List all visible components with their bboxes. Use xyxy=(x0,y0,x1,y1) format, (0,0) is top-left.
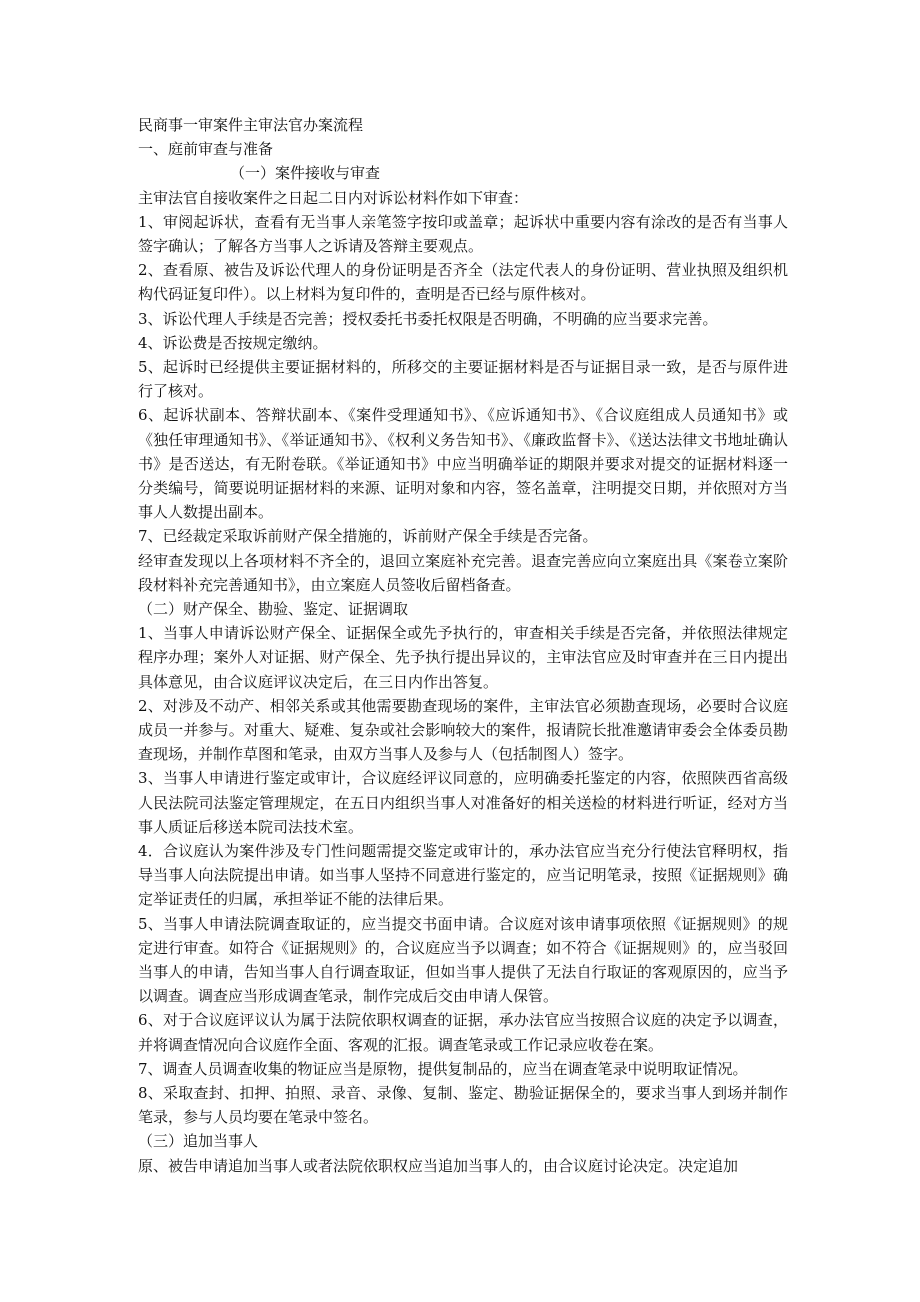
paragraph: 7、已经裁定采取诉前财产保全措施的，诉前财产保全手续是否完备。 xyxy=(138,527,598,546)
subsection-heading: （二）财产保全、勘验、鉴定、证据调取 xyxy=(138,600,409,619)
paragraph: 3、当事人申请进行鉴定或审计，合议庭经评议同意的，应明确委托鉴定的内容，依照陕西省高级人民法院司法鉴定管理规定，在五日内组织当事人对准备好的相关送检的材料进行听证，经对方当事人质证后移送本院司法技术室。 xyxy=(138,769,788,836)
paragraph: 3、诉讼代理人手续是否完善；授权委托书委托权限是否明确，不明确的应当要求完善。 xyxy=(138,309,718,328)
paragraph: 4．合议庭认为案件涉及专门性问题需提交鉴定或审计的，承办法官应当充分行使法官释明权，指导当事人向法院提出申请。如当事人坚持不同意进行鉴定的，应当记明笔录，按照《证据规则》确定举证责任的归属，承担举证不能的法律后果。 xyxy=(138,842,788,909)
paragraph: 2、查看原、被告及诉讼代理人的身份证明是否齐全（法定代表人的身份证明、营业执照及组织机构代码证复印件）。以上材料为复印件的，查明是否已经与原件核对。 xyxy=(138,261,788,304)
document-page xyxy=(138,113,788,1178)
section-heading: 一、庭前审查与准备 xyxy=(138,140,274,159)
document-title: 民商事一审案件主审法官办案流程 xyxy=(138,116,364,134)
paragraph: 6、起诉状副本、答辩状副本、《案件受理通知书》、《应诉通知书》、《合议庭组成人员通知书》或《独任审理通知书》、《举证通知书》、《权利义务告知书》、《廉政监督卡》、《送达法律文书地址确认书》是否送达，有无附卷联。《举证通知书》中应当明确举证的期限并要求对提交的证据材料逐一分类编号，简要说明证据材料的来源、证明对象和内容，签名盖章，注明提交日期，并依照对方当事人人数提出副本。 xyxy=(138,406,788,522)
subsection-heading: （一）案件接收与审查 xyxy=(230,164,381,183)
paragraph: 4、诉讼费是否按规定缴纳。 xyxy=(138,333,328,352)
paragraph: 主审法官自接收案件之日起二日内对诉讼材料作如下审查： xyxy=(138,188,529,207)
paragraph: 7、调查人员调查收集的物证应当是原物，提供复制品的，应当在调查笔录中说明取证情况。 xyxy=(138,1059,748,1078)
paragraph: 5、当事人申请法院调查取证的，应当提交书面申请。合议庭对该申请事项依照《证据规则》的规定进行审查。如符合《证据规则》的，合议庭应当予以调查；如不符合《证据规则》的，应当驳回当事人的申请，告知当事人自行调查取证，但如当事人提供了无法自行取证的客观原因的，应当予以调查。调查应当形成调查笔录，制作完成后交由申请人保管。 xyxy=(138,914,788,1006)
paragraph: 原、被告申请追加当事人或者法院依职权应当追加当事人的，由合议庭讨论决定。决定追加 xyxy=(138,1156,739,1175)
subsection-heading: （三）追加当事人 xyxy=(138,1132,259,1151)
paragraph: 2、对涉及不动产、相邻关系或其他需要勘查现场的案件，主审法官必须勘查现场，必要时合议庭成员一并参与。对重大、疑难、复杂或社会影响较大的案件，报请院长批准邀请审委会全体委员勘查现场，并制作草图和笔录，由双方当事人及参与人（包括制图人）签字。 xyxy=(138,696,788,764)
paragraph: 1、审阅起诉状，查看有无当事人亲笔签字按印或盖章；起诉状中重要内容有涂改的是否有当事人签字确认；了解各方当事人之诉请及答辩主要观点。 xyxy=(138,212,788,255)
paragraph: 1、当事人申请诉讼财产保全、证据保全或先予执行的，审查相关手续是否完备，并依照法律规定程序办理；案外人对证据、财产保全、先予执行提出异议的，主审法官应及时审查并在三日内提出具体意见，由合议庭评议决定后，在三日内作出答复。 xyxy=(138,624,788,691)
paragraph: 经审查发现以上各项材料不齐全的，退回立案庭补充完善。退查完善应向立案庭出具《案卷立案阶段材料补充完善通知书》，由立案庭人员签收后留档备查。 xyxy=(138,551,788,594)
paragraph: 6、对于合议庭评议认为属于法院依职权调查的证据，承办法官应当按照合议庭的决定予以调查，并将调查情况向合议庭作全面、客观的汇报。调查笔录或工作记录应收卷在案。 xyxy=(138,1011,788,1054)
paragraph: 5、起诉时已经提供主要证据材料的，所移交的主要证据材料是否与证据目录一致，是否与原件进行了核对。 xyxy=(138,357,788,401)
paragraph: 8、采取查封、扣押、拍照、录音、录像、复制、鉴定、勘验证据保全的，要求当事人到场并制作笔录，参与人员均要在笔录中签名。 xyxy=(138,1084,788,1127)
